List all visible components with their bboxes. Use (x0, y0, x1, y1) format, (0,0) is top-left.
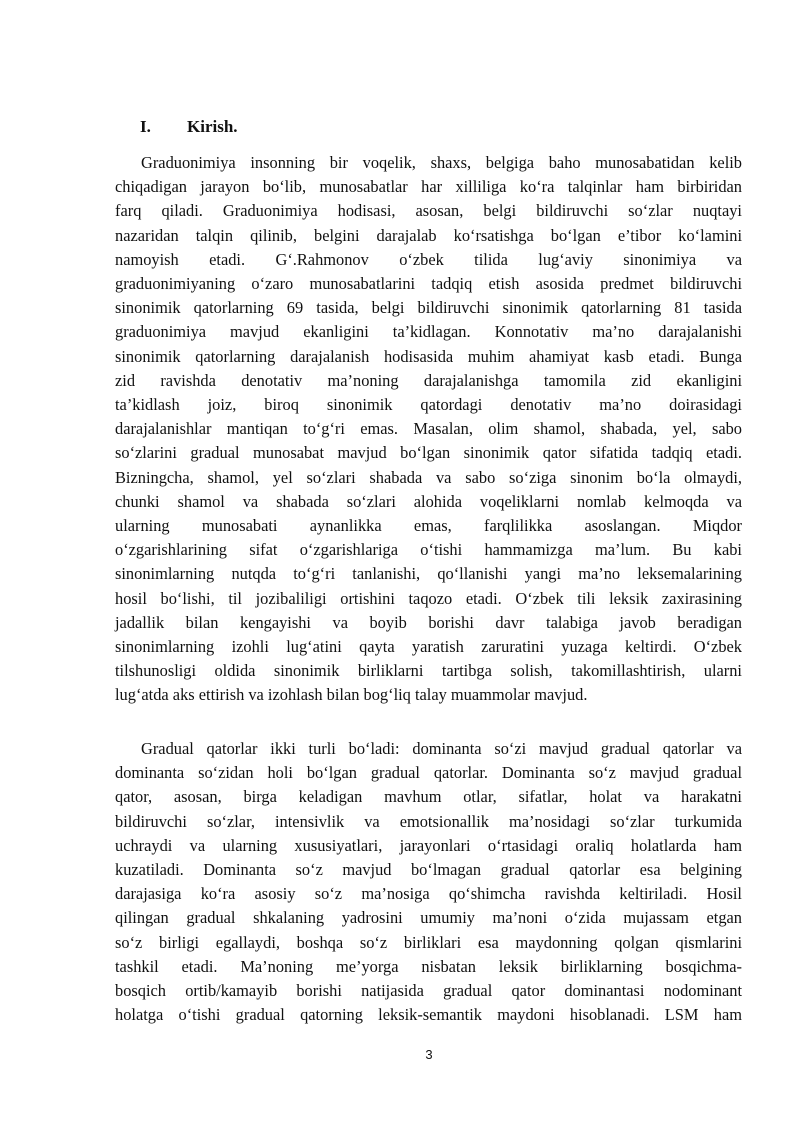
text-line: bosqich ortib/kamayib borishi natijasida gradual qator dominantasi nodominant (115, 981, 742, 1001)
text-line: graduonimiyaning o‘zaro munosabatlarini tadqiq etish asosida predmet bildiruvchi (115, 274, 742, 294)
text-line: farq qiladi. Graduonimiya hodisasi, asosan, belgi bildiruvchi so‘zlar nuqtayi (115, 201, 742, 221)
text-line: tilshunosligi oldida sinonimik birliklarni tartibga solish, takomillashtirish, ularni (115, 661, 742, 681)
text-line: darajalanishlar mantiqan to‘g‘ri emas. Masalan, olim shamol, shabada, yel, sabo (115, 419, 742, 439)
text-line: bildiruvchi so‘zlar, intensivlik va emotsionallik ma’nosidagi so‘zlar turkumida (115, 811, 742, 831)
text-line: qator, asosan, birga keladigan mavhum otlar, sifatlar, holat va harakatni (115, 787, 742, 807)
text-line: chunki shamol va shabada so‘zlari alohida voqeliklarni nomlab kelmoqda va (115, 491, 742, 511)
section-number: I. (140, 117, 151, 136)
text-line: ularning munosabati aynanlikka emas, farqlilikka asoslangan. Miqdor (115, 516, 742, 536)
text-line: lug‘atda aks ettirish va izohlash bilan bog‘liq talay muammolar mavjud. (115, 685, 588, 705)
text-line: hosil bo‘lishi, til jozibaliligi ortishini taqozo etadi. O‘zbek tili leksik zaxirasining (115, 588, 742, 608)
text-line: Gradual qatorlar ikki turli bo‘ladi: dominanta so‘zi mavjud gradual qatorlar va (141, 739, 742, 758)
text-line: holatga o‘tishi gradual qatorning leksik-semantik maydoni hisoblanadi. LSM ham (115, 1005, 742, 1025)
section-heading (140, 115, 238, 139)
text-line: namoyish etadi. G‘.Rahmonov o‘zbek tilida lug‘aviy sinonimiya va (115, 249, 742, 269)
text-line: Bizningcha, shamol, yel so‘zlari shabada va sabo so‘ziga sinonim bo‘la olmaydi, (115, 467, 742, 487)
page-number: 3 (425, 1047, 433, 1062)
text-line: Graduonimiya insonning bir voqelik, shaxs, belgiga baho munosabatidan kelib (141, 153, 742, 172)
paragraph-gradual-rows (115, 737, 742, 1027)
text-line: nazaridan talqin qilinib, belgini darajalab ko‘rsatishga bo‘lgan e’tibor ko‘lamini (115, 225, 742, 245)
text-line: ta’kidlash joiz, biroq sinonimik qatordagi denotativ ma’no doirasidagi (115, 395, 742, 415)
text-line: graduonimiya mavjud ekanligini ta’kidlagan. Konnotativ ma’no darajalanishi (115, 322, 742, 342)
text-line: sinonimlarning nutqda to‘g‘ri tanlanishi, qo‘llanishi yangi ma’no leksemalarining (115, 564, 742, 584)
text-line: dominanta so‘zidan holi bo‘lgan gradual qatorlar. Dominanta so‘z mavjud gradual (115, 763, 742, 783)
text-line: tashkil etadi. Ma’noning me’yorga nisbatan leksik birliklarning bosqichma- (115, 956, 742, 976)
text-line: qilingan gradual shkalaning yadrosini umumiy ma’noni o‘zida mujassam etgan (115, 908, 742, 928)
text-line: sinonimlarning izohli lug‘atini qayta yaratish zaruratini yuzaga keltirdi. O‘zbek (115, 637, 742, 657)
text-line: kuzatiladi. Dominanta so‘z mavjud bo‘lmagan gradual qatorlar esa belgining (115, 860, 742, 880)
text-line: chiqadigan jarayon bo‘lib, munosabatlar har xilliliga ko‘ra talqinlar ham birbiridan (115, 177, 742, 197)
text-line: sinonimik qatorlarning darajalanish hodisasida muhim ahamiyat kasb etadi. Bunga (115, 346, 742, 366)
text-line: jadallik bilan kengayishi va boyib borishi davr talabiga javob beradigan (115, 612, 742, 632)
paragraph-introduction (115, 151, 742, 708)
text-line: so‘zlarini gradual munosabat mavjud bo‘lgan sinonimik qator sifatida tadqiq etadi. (115, 443, 742, 463)
text-line: darajasiga ko‘ra asosiy so‘z ma’nosiga qo‘shimcha ravishda keltiriladi. Hosil (115, 884, 742, 904)
text-line: uchraydi va ularning xususiyatlari, jarayonlari o‘rtasidagi oraliq holatlarda ham (115, 835, 742, 855)
text-line: zid ravishda denotativ ma’noning darajalanishga tamomila zid ekanligini (115, 370, 742, 390)
text-line: so‘z birligi egallaydi, boshqa so‘z birliklari esa maydonning qolgan qismlarini (115, 932, 742, 952)
text-line: o‘zgarishlarining sifat o‘zgarishlariga o‘tishi hammamizga ma’lum. Bu kabi (115, 540, 742, 560)
text-line: sinonimik qatorlarning 69 tasida, belgi bildiruvchi sinonimik qatorlarning 81 tasida (115, 298, 742, 318)
section-title: Kirish. (187, 117, 238, 136)
